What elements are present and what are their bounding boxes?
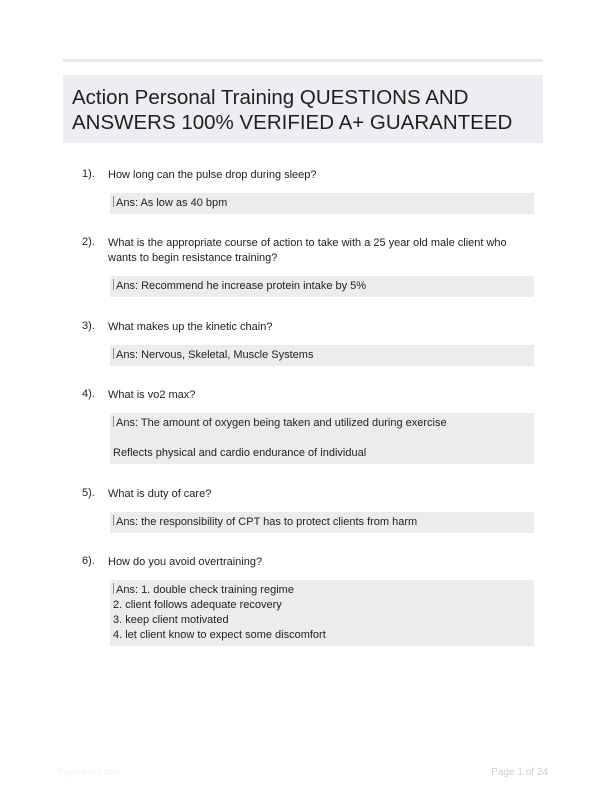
answer-marker	[113, 348, 114, 359]
answer-line: Ans: As low as 40 bpm	[113, 196, 528, 211]
answer-box	[110, 193, 534, 214]
answer-box	[110, 413, 534, 464]
answer-box	[110, 580, 534, 646]
answer-marker	[113, 583, 114, 594]
answer-marker	[113, 196, 114, 207]
answer-line	[113, 431, 528, 446]
question-number: 2).	[82, 236, 95, 248]
answer-line: Ans: 1. double check training regime	[113, 583, 528, 598]
question-text: What is the appropriate course of action to take with a 25 year old male client who wants to begin resistance training?	[108, 237, 507, 264]
answer-box	[110, 345, 534, 366]
document-title: Action Personal Training QUESTIONS AND ANSWERS 100% VERIFIED A+ GUARANTEED	[72, 86, 513, 134]
title-banner	[63, 75, 543, 143]
footer-watermark: PaperBliss.com	[58, 767, 121, 777]
answer-line: Reflects physical and cardio endurance of individual	[113, 447, 367, 459]
answer-line: Ans: The amount of oxygen being taken and utilized during exercise	[113, 416, 528, 431]
page-number: Page 1 of 24	[491, 767, 548, 778]
question-text: How do you avoid overtraining?	[108, 556, 263, 568]
answer-line: Ans: the responsibility of CPT has to protect clients from harm	[113, 515, 528, 530]
answer-line: 4. let client know to expect some discomfort	[113, 629, 326, 641]
answer-line: Ans: Recommend he increase protein intake by 5%	[113, 279, 528, 294]
answer-line: 3. keep client motivated	[113, 614, 229, 626]
question-text: What is duty of care?	[108, 488, 212, 500]
question-text: How long can the pulse drop during sleep?	[108, 169, 317, 181]
top-divider	[63, 59, 543, 62]
answer-box	[110, 512, 534, 533]
answer-marker	[113, 515, 114, 526]
question-text: What is vo2 max?	[108, 389, 196, 401]
answer-line: Ans: Nervous, Skeletal, Muscle Systems	[113, 348, 528, 363]
question-number: 4).	[82, 388, 95, 400]
question-number: 5).	[82, 487, 95, 499]
question-number: 3).	[82, 320, 95, 332]
question-number: 6).	[82, 555, 95, 567]
question-text: What makes up the kinetic chain?	[108, 321, 273, 333]
question-number: 1).	[82, 168, 95, 180]
answer-box	[110, 276, 534, 297]
answer-marker	[113, 416, 114, 427]
answer-line: 2. client follows adequate recovery	[113, 599, 282, 611]
answer-marker	[113, 279, 114, 290]
